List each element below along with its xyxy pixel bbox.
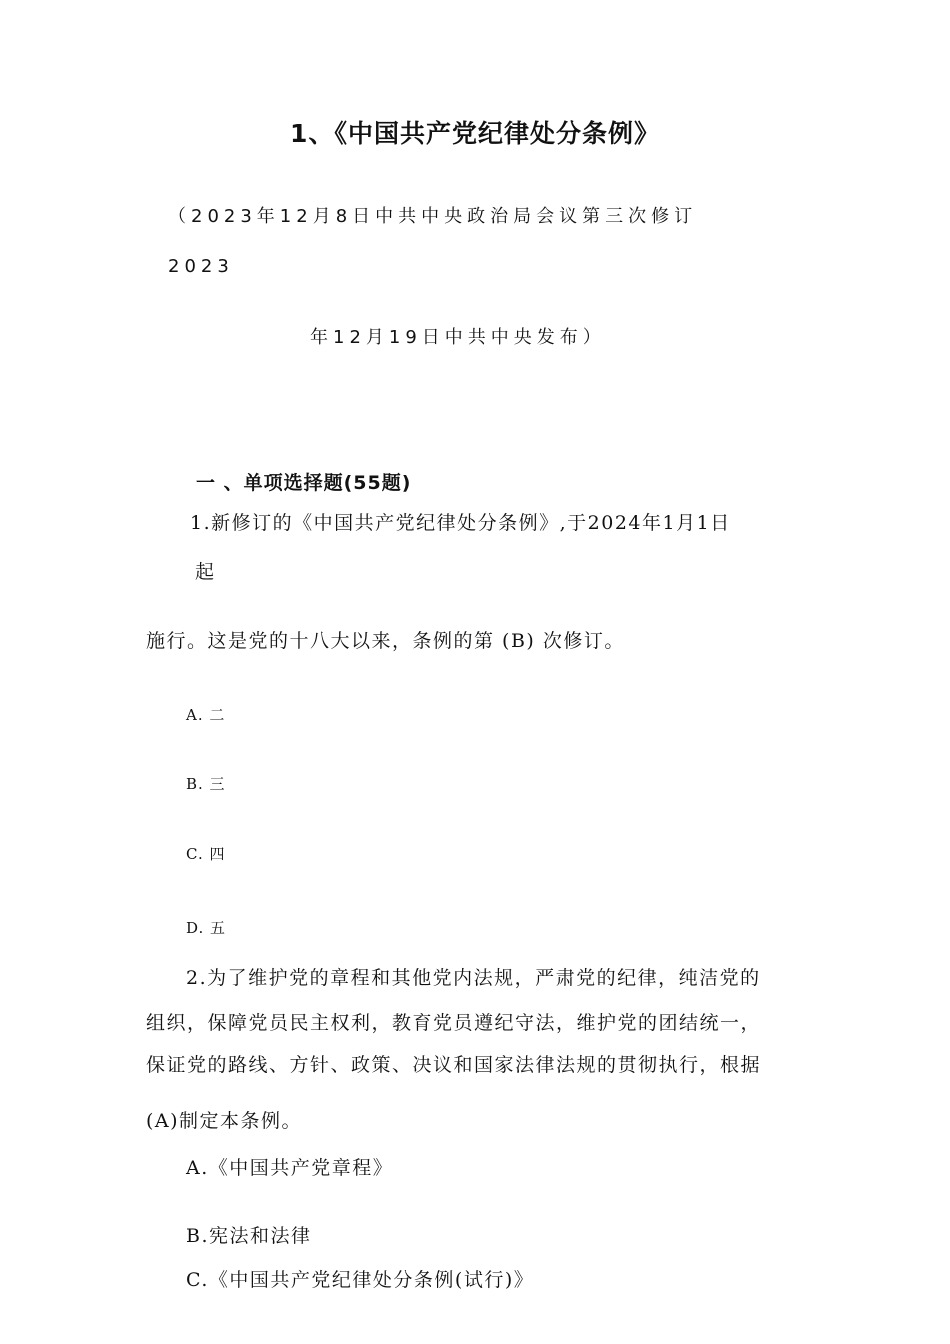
question-1-option-b: B. 三 (186, 775, 226, 793)
question-1-line-2: 起 (195, 561, 216, 583)
question-1-option-a: A. 二 (186, 706, 226, 724)
question-2-option-b: B.宪法和法律 (186, 1225, 312, 1247)
question-1-line-3: 施行。这是党的十八大以来，条例的第 (B) 次修订。 (146, 630, 625, 652)
section-heading: 一 、单项选择题(55题) (196, 472, 412, 494)
question-2-line-1: 2.为了维护党的章程和其他党内法规，严肃党的纪律，纯洁党的 (186, 967, 761, 989)
question-1-option-c: C. 四 (186, 845, 226, 863)
document-title: 1、《中国共产党纪律处分条例》 (290, 119, 660, 148)
subtitle-line-3: 年12月19日中共中央发布） (310, 327, 606, 348)
question-1-line-1: 1.新修订的《中国共产党纪律处分条例》,于2024年1月1日 (190, 512, 731, 534)
question-2-line-2: 组织，保障党员民主权利，教育党员遵纪守法，维护党的团结统一， (146, 1012, 762, 1034)
question-1-option-d: D. 五 (186, 919, 227, 937)
question-2-option-c: C.《中国共产党纪律处分条例(试行)》 (186, 1269, 535, 1291)
question-2-line-4: (A)制定本条例。 (146, 1110, 303, 1132)
subtitle-line-1: （2023年12月8日中共中央政治局会议第三次修订 (168, 206, 698, 227)
subtitle-line-2: 2023 (168, 256, 234, 277)
question-2-option-a: A.《中国共产党章程》 (186, 1157, 394, 1179)
question-2-line-3: 保证党的路线、方针、政策、决议和国家法律法规的贯彻执行，根据 (146, 1054, 762, 1076)
